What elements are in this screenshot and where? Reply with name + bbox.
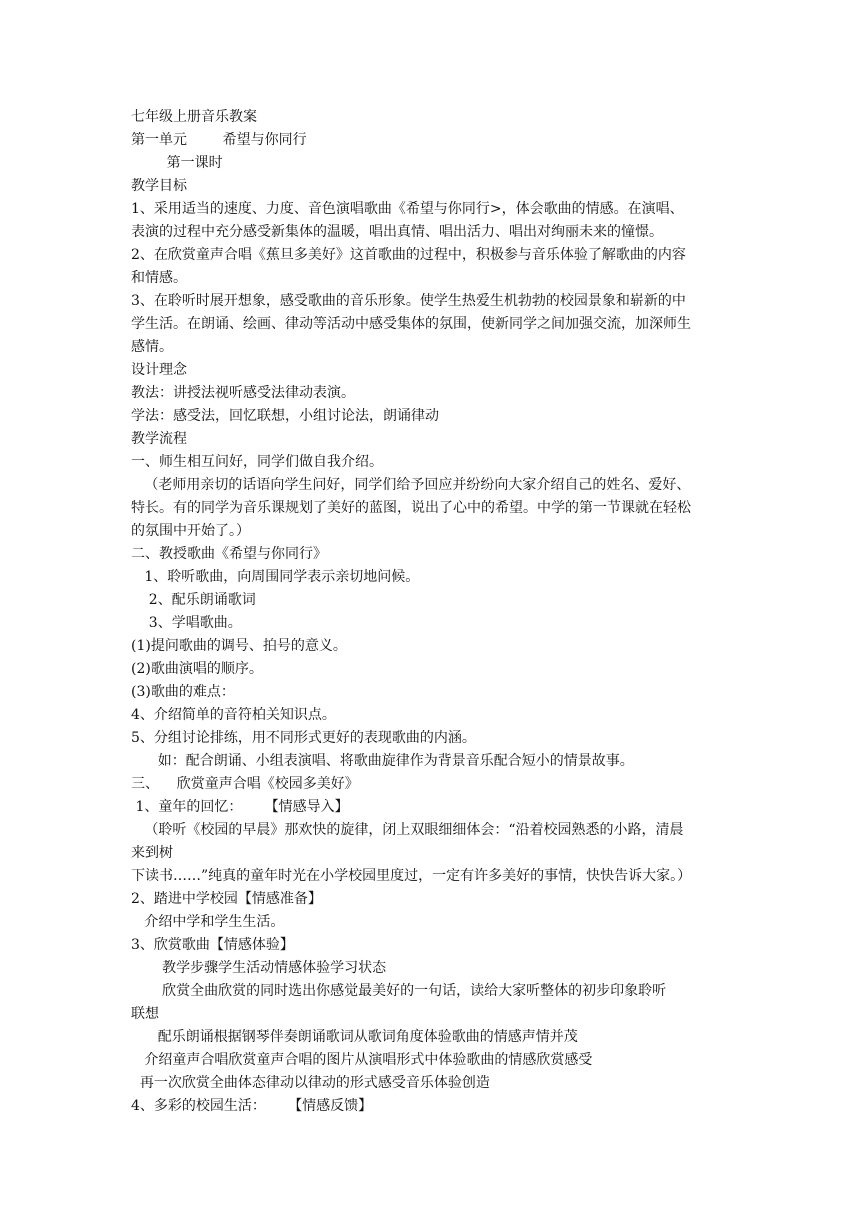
text-line: 3、在聆听时展开想象，感受歌曲的音乐形象。使学生热爱生机勃勃的校园景象和崭新的中 [131, 293, 686, 309]
text-line: 来到树 [131, 845, 173, 861]
text-line: 1、采用适当的速度、力度、音色演唱歌曲《希望与你同行>，体会歌曲的情感。在演唱、 [131, 201, 684, 217]
text-line: 教法：讲授法视听感受法律动表演。 [131, 385, 355, 401]
text-line: 3、学唱歌曲。 [131, 615, 242, 631]
section-heading: 教学目标 [131, 178, 187, 194]
text-line: 联想 [131, 1006, 159, 1022]
text-line: 如：配合朗诵、小组表演唱、将歌曲旋律作为背景音乐配合短小的情景故事。 [131, 753, 634, 769]
text-line: 的氛围中开始了。） [131, 523, 250, 539]
text-line: 2、踏进中学校园【情感准备】 [131, 891, 322, 907]
text-line: 4、多彩的校园生活： 【情感反馈】 [131, 1098, 373, 1114]
doc-title: 七年级上册音乐教案 [131, 109, 257, 125]
document-body [131, 106, 751, 1118]
text-line: 介绍童声合唱欣赏童声合唱的图片从演唱形式中体验歌曲的情感欣赏感受 [131, 1052, 593, 1068]
section-heading: 教学流程 [131, 431, 187, 447]
text-line: 学生活。在朗诵、绘画、律动等活动中感受集体的氛围，使新同学之间加强交流，加深师生 [131, 316, 691, 332]
text-line: 表演的过程中充分感受新集体的温暖，唱出真情、唱出活力、唱出对绚丽未来的憧憬。 [131, 224, 663, 240]
unit-heading: 第一单元 希望与你同行 [131, 132, 307, 148]
text-line: （老师用亲切的话语向学生问好，同学们给予回应并纷纷向大家介绍自己的姓名、爱好、 [131, 477, 691, 493]
text-line: (2)歌曲演唱的顺序。 [131, 661, 263, 677]
section-heading: 设计理念 [131, 362, 187, 378]
text-line: 介绍中学和学生生活。 [131, 914, 285, 930]
text-line: 一、师生相互问好，同学们做自我介绍。 [131, 454, 383, 470]
text-line: 3、欣赏歌曲【情感体验】 [131, 937, 294, 953]
text-line: 5、分组讨论排练，用不同形式更好的表现歌曲的内涵。 [131, 730, 476, 746]
text-line: 学法：感受法，回忆联想，小组讨论法，朗诵律动 [131, 408, 439, 424]
text-line: 欣赏全曲欣赏的同时选出你感觉最美好的一句话，读给大家听整体的初步印象聆听 [131, 983, 667, 999]
text-line: 2、配乐朗诵歌词 [131, 592, 256, 608]
text-line: 再一次欣赏全曲体态律动以律动的形式感受音乐体验创造 [131, 1075, 490, 1091]
text-line: (3)歌曲的难点： [131, 684, 235, 700]
text-line: 二、教授歌曲《希望与你同行》 [131, 546, 327, 562]
text-line: 教学步骤学生活动情感体验学习状态 [131, 960, 387, 976]
text-line: 特长。有的同学为音乐课规划了美好的蓝图，说出了心中的希望。中学的第一节课就在轻松 [131, 500, 691, 516]
text-line: 2、在欣赏童声合唱《蕉旦多美好》这首歌曲的过程中，积极参与音乐体验了解歌曲的内容 [131, 247, 686, 263]
text-line: （聆听《校园的早晨》那欢快的旋律，闭上双眼细细体会：“沿着校园熟悉的小路，清晨 [131, 822, 684, 838]
text-line: (1)提问歌曲的调号、拍号的意义。 [131, 638, 347, 654]
text-line: 三、 欣赏童声合唱《校园多美好》 [131, 776, 359, 792]
text-line: 配乐朗诵根据钢琴伴奏朗诵歌词从歌词角度体验歌曲的情感声情并茂 [131, 1029, 578, 1045]
text-line: 感情。 [131, 339, 173, 355]
text-line: 4、介绍简单的音符柏关知识点。 [131, 707, 336, 723]
text-line: 下读书……”纯真的童年时光在小学校园里度过，一定有许多美好的事情，快快告诉大家。） [131, 868, 692, 884]
text-line: 1、童年的回忆： 【情感导入】 [131, 799, 349, 815]
text-line: 和情感。 [131, 270, 187, 286]
lesson-heading: 第一课时 [131, 155, 223, 171]
text-line: 1、聆听歌曲，向周围同学表示亲切地问候。 [131, 569, 420, 585]
